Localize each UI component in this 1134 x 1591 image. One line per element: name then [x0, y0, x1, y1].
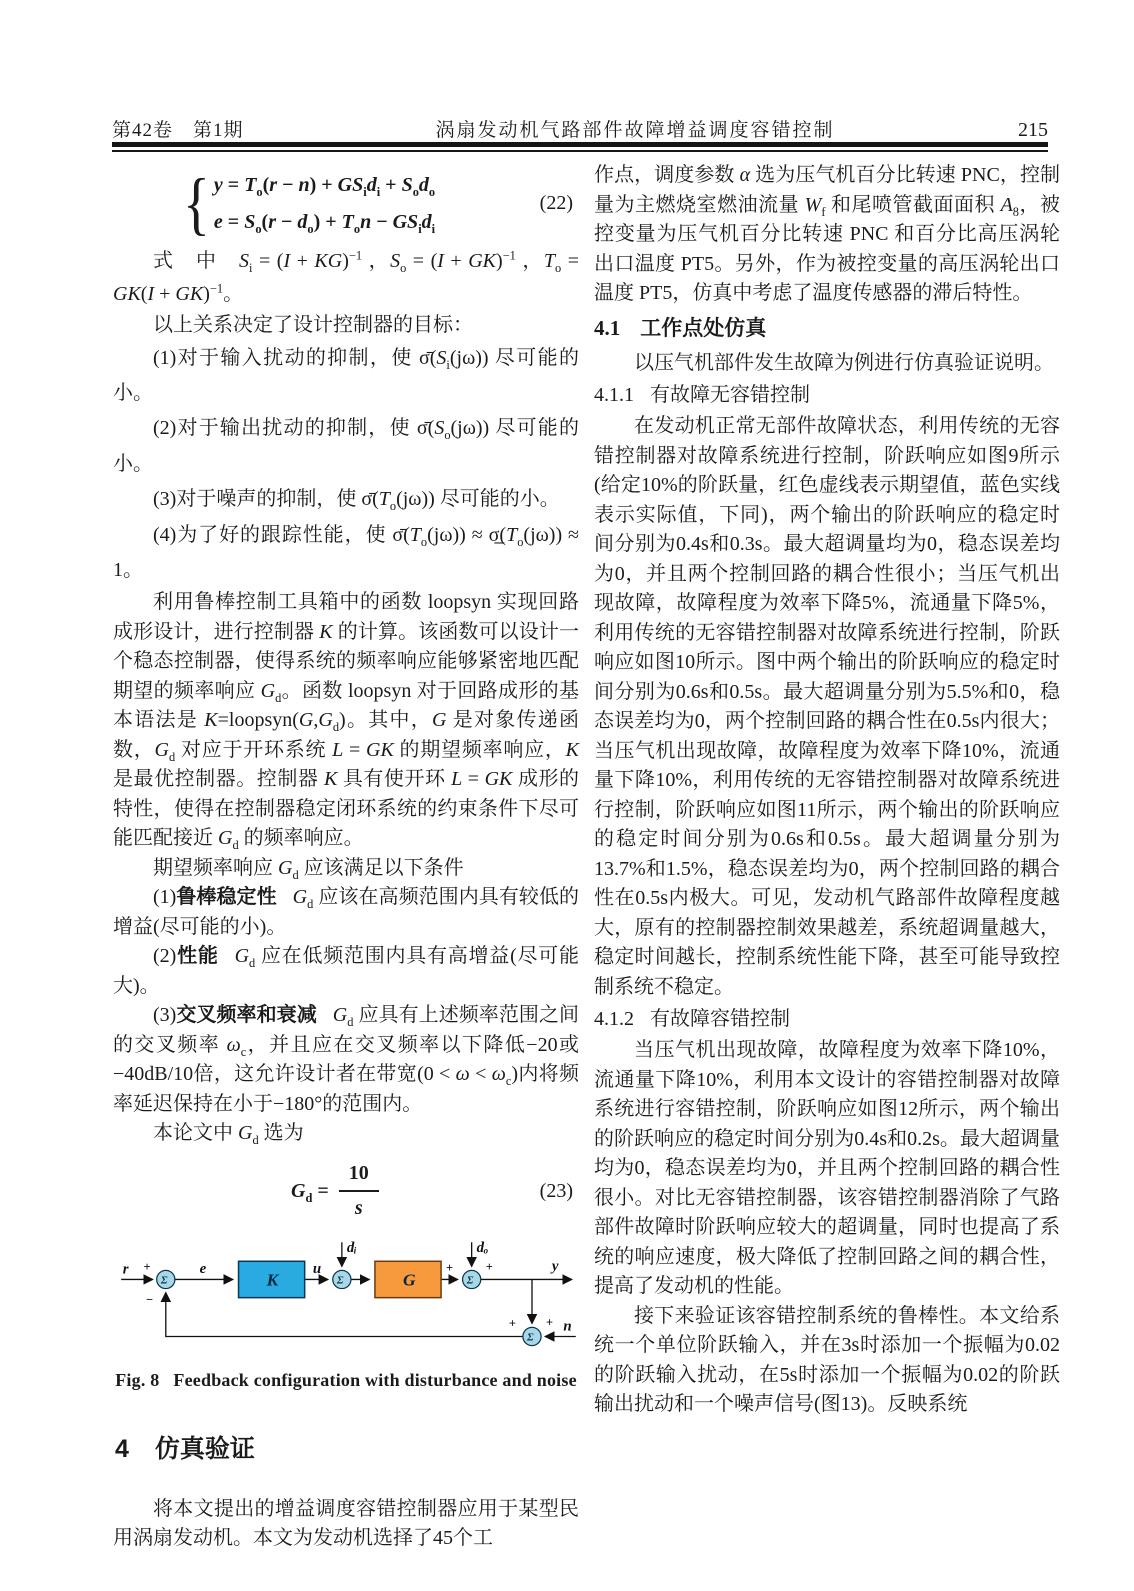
objective-item-4: (4)为了好的跟踪性能，使 $\sigmā(T_o(j\omega))$ ≈ $\sigma̲(T_o(j\omega)) \approx 1$。 — [113, 523, 580, 581]
input-disturbance-label: dᵢ — [346, 1240, 357, 1257]
condition-3-term: 交叉频率和衰减 — [176, 1004, 317, 1027]
header-rule-thin — [112, 150, 1048, 152]
figure-8-caption — [113, 1366, 579, 1396]
section-4-1-heading — [594, 313, 1060, 344]
condition-2-text: $G_d$ 应在低频范围内具有高增益(尽可能大)。 — [113, 945, 579, 997]
paragraph-select-gd: 本论文中 $G_d$ 选为 — [153, 1122, 304, 1148]
condition-3 — [113, 1001, 579, 1119]
plus-sign: + — [446, 1260, 454, 1275]
condition-3-label: (3) — [153, 1004, 177, 1027]
equation-23 — [113, 1159, 579, 1224]
section-4-1-1-title: 有故障无容错控制 — [650, 384, 810, 406]
section-4-heading — [115, 1435, 579, 1465]
paragraph-example: 以压气机部件发生故障为例进行仿真验证说明。 — [634, 351, 1054, 374]
figure-8-caption-label: Fig. 8 — [115, 1369, 160, 1390]
paragraph-apply: 将本文提出的增益调度容错控制器应用于某型民用涡扇发动机。本文为发动机选择了45个工 — [113, 1497, 579, 1550]
paragraph-expect: 期望频率响应 $G_d$ 应该满足以下条件 — [153, 856, 464, 882]
section-4-1-1-heading — [594, 380, 1060, 410]
figure-8-caption-text: Feedback configuration with disturbance and noise — [173, 1369, 577, 1390]
volume-issue: 第42卷 第1期 — [112, 120, 244, 141]
header-rule-thick — [112, 142, 1048, 147]
paragraph-continuation: 作点，调度参数 α 选为压气机百分比转速 PNC，控制量为主燃烧室燃油流量 $W_f$ 和尾喷管截面面积 $A_8$，被控变量为压气机百分比转速 PNC 和百分比高压涡轮出口温度 PT5。另外，作为被控变量的高压涡轮出口温度 PT5，仿真中考虑了温度传感器的滞后特性。 — [594, 164, 1061, 304]
equation-22-line2: $e = S_o(r - d_o) + T_on - GS_id_i$ — [213, 211, 436, 236]
objective-item-1: (1)对于输入扰动的抑制，使 $\sigmā(S_i(j\omega))$ 尽可能的小。 — [113, 346, 580, 404]
objective-item-3: (3)对于噪声的抑制，使 $\sigmā(T_o(j\omega))$ 尽可能的小。 — [153, 488, 560, 514]
figure-8 — [113, 1234, 579, 1396]
signal-u-label: u — [312, 1260, 322, 1277]
plus-sign: + — [546, 1315, 554, 1330]
condition-1-text: $G_d$ 应该在高频范围内具有较低的增益(尽可能的小)。 — [113, 886, 580, 938]
left-column — [113, 161, 579, 1554]
paragraph-goal: 以上关系决定了设计控制器的目标： — [153, 314, 473, 336]
paragraph-shizhong: 式 中 $S_i = (I + KG)^{-1}$ ，$S_o = (I + GK)^{-1}$ ，$T_o = GK(I + GK)^{-1}$。 — [113, 248, 579, 305]
page-number: 215 — [1018, 119, 1048, 141]
paragraph-robustness: 接下来验证该容错控制系统的鲁棒性。本文给系统一个单位阶跃输入，并在3s时添加一个振幅为0.02的阶跃输入扰动，在5s时添加一个振幅为0.02的阶跃输出扰动和一个噪声信号(图13)。反映系统 — [594, 1304, 1060, 1415]
page-header — [112, 115, 1048, 142]
controller-K-label: K — [266, 1270, 279, 1290]
plant-G-label: G — [403, 1270, 416, 1290]
condition-1 — [113, 883, 579, 942]
output-disturbance-label: dₒ — [476, 1240, 489, 1257]
signal-r-label: r — [122, 1261, 129, 1278]
paragraph-fault-no-ftc: 在发动机正常无部件故障状态，利用传统的无容错控制器对故障系统进行控制，阶跃响应如图9所示(给定10%的阶跃量，红色虚线表示期望值，蓝色实线表示实际值，下同)，两个输出的阶跃响应的稳定时间分别为0.4s和0.3s。最大超调量均为0，稳态误差均为0，并且两个控制回路的耦合性很小；当压气机出现故障，故障程度为效率下降5%，流通量下降5%，利用传统的无容错控制器对故障系统进行控制，阶跃响应如图10所示。图中两个输出的阶跃响应的稳定时间分别为0.6s和0.5s。最大超调量分别为5.5%和0，稳态误差均为0，两个控制回路的耦合性在0.5s内很大；当压气机出现故障，故障程度为效率下降10%，流通量下降10%，利用传统的无容错控制器对故障系统进行控制，阶跃响应如图11所示，两个输出的阶跃响应的稳定时间分别为0.6s和0.5s。最大超调量分别为13.7%和1.5%，稳态误差均为0，两个控制回路的耦合性在0.5s内极大。可见，发动机气路部件故障程度越大，原有的控制器控制效果越差，系统超调量越大，稳定时间越长，控制系统性能下降，甚至可能导致控制系统不稳定。 — [594, 415, 1060, 998]
sigma-symbol: Σ — [527, 1331, 534, 1344]
running-title: 涡扇发动机气路部件故障增益调度容错控制 — [435, 120, 835, 141]
equation-23-number: (23) — [539, 1179, 573, 1202]
paragraph-fault-ftc: 当压气机出现故障，故障程度为效率下降10%，流通量下降10%，利用本文设计的容错控制器对故障系统进行容错控制，阶跃响应如图12所示，两个输出的阶跃响应的稳定时间分别为0.4s和0.2s。最大超调量均为0，稳态误差均为0，并且两个控制回路的耦合性很小。对比无容错控制器，该容错控制器消除了气路部件故障时阶跃响应较大的超调量，同时也提高了系统的响应速度，极大降低了控制回路之间的耦合性，提高了发动机的性能。 — [594, 1039, 1060, 1297]
condition-2-label: (2) — [153, 945, 177, 968]
right-column — [594, 161, 1060, 1420]
equation-22 — [113, 167, 579, 241]
equation-23-fraction — [339, 1159, 379, 1224]
signal-n-label: n — [563, 1318, 572, 1335]
sigma-symbol: Σ — [336, 1274, 344, 1287]
condition-1-term: 鲁棒稳定性 — [176, 886, 277, 909]
section-4-1-number: 4.1 — [594, 315, 621, 340]
equation-22-number: (22) — [539, 192, 573, 215]
equation-brace: { — [183, 165, 210, 243]
section-4-1-title: 工作点处仿真 — [640, 316, 767, 340]
condition-3-text: $G_d$ 应具有上述频率范围之间的交叉频率 $\omega_c$，并且应在交叉频率以下降低−20或−40dB/10倍，这允许设计者在带宽$(0 < \omega < \omega_c)$内将频率延迟保持在小于−180°的范围内。 — [113, 1004, 580, 1115]
plus-sign: + — [143, 1260, 151, 1275]
plus-sign: + — [508, 1316, 516, 1331]
sigma-symbol: Σ — [160, 1274, 168, 1287]
condition-1-label: (1) — [153, 886, 177, 909]
fraction-numerator: 10 — [339, 1159, 379, 1193]
section-4-1-1-number: 4.1.1 — [594, 384, 634, 406]
equation-23-lhs: $G_d$ = — [291, 1179, 329, 1205]
condition-2 — [113, 942, 579, 1001]
paragraph-loopsyn: 利用鲁棒控制工具箱中的函数 loopsyn 实现回路成形设计，进行控制器 K 的计算。该函数可以设计一个稳态控制器，使得系统的频率响应能够紧密地匹配期望的频率响应 $G_d$。函数 loopsyn 对于回路成形的基本语法是 $K=loopsyn(G,G_d)$。其中，G 是对象传递函数，$G_d$ 对应于开环系统 L = GK 的期望频率响应，K 是最优控制器。控制器 K 具有使开环 L = GK 成形的特性，使得在控制器稳定闭环系统的约束条件下尽可能匹配接近 $G_d$ 的频率响应。 — [113, 591, 580, 853]
signal-e-label: e — [199, 1260, 207, 1277]
section-4-1-2-number: 4.1.2 — [594, 1008, 634, 1030]
objective-item-2: (2)对于输出扰动的抑制，使 $\sigmā(S_o(j\omega))$ 尽可能的小。 — [113, 417, 579, 475]
minus-sign: − — [145, 1292, 154, 1307]
section-4-1-2-heading — [594, 1004, 1060, 1034]
section-4-1-2-title: 有故障容错控制 — [650, 1008, 790, 1030]
plus-sign: + — [485, 1260, 493, 1275]
condition-2-term: 性能 — [176, 945, 219, 968]
equation-22-line1: $y = T_o(r - n) + GS_id_i + S_od_o$ — [213, 174, 436, 199]
feedback-block-diagram — [114, 1234, 578, 1358]
sigma-symbol: Σ — [466, 1274, 474, 1287]
section-4-title: 仿真验证 — [154, 1435, 255, 1464]
section-4-number: 4 — [115, 1435, 129, 1464]
fraction-denominator: s — [354, 1197, 363, 1220]
signal-y-label: y — [551, 1258, 559, 1275]
